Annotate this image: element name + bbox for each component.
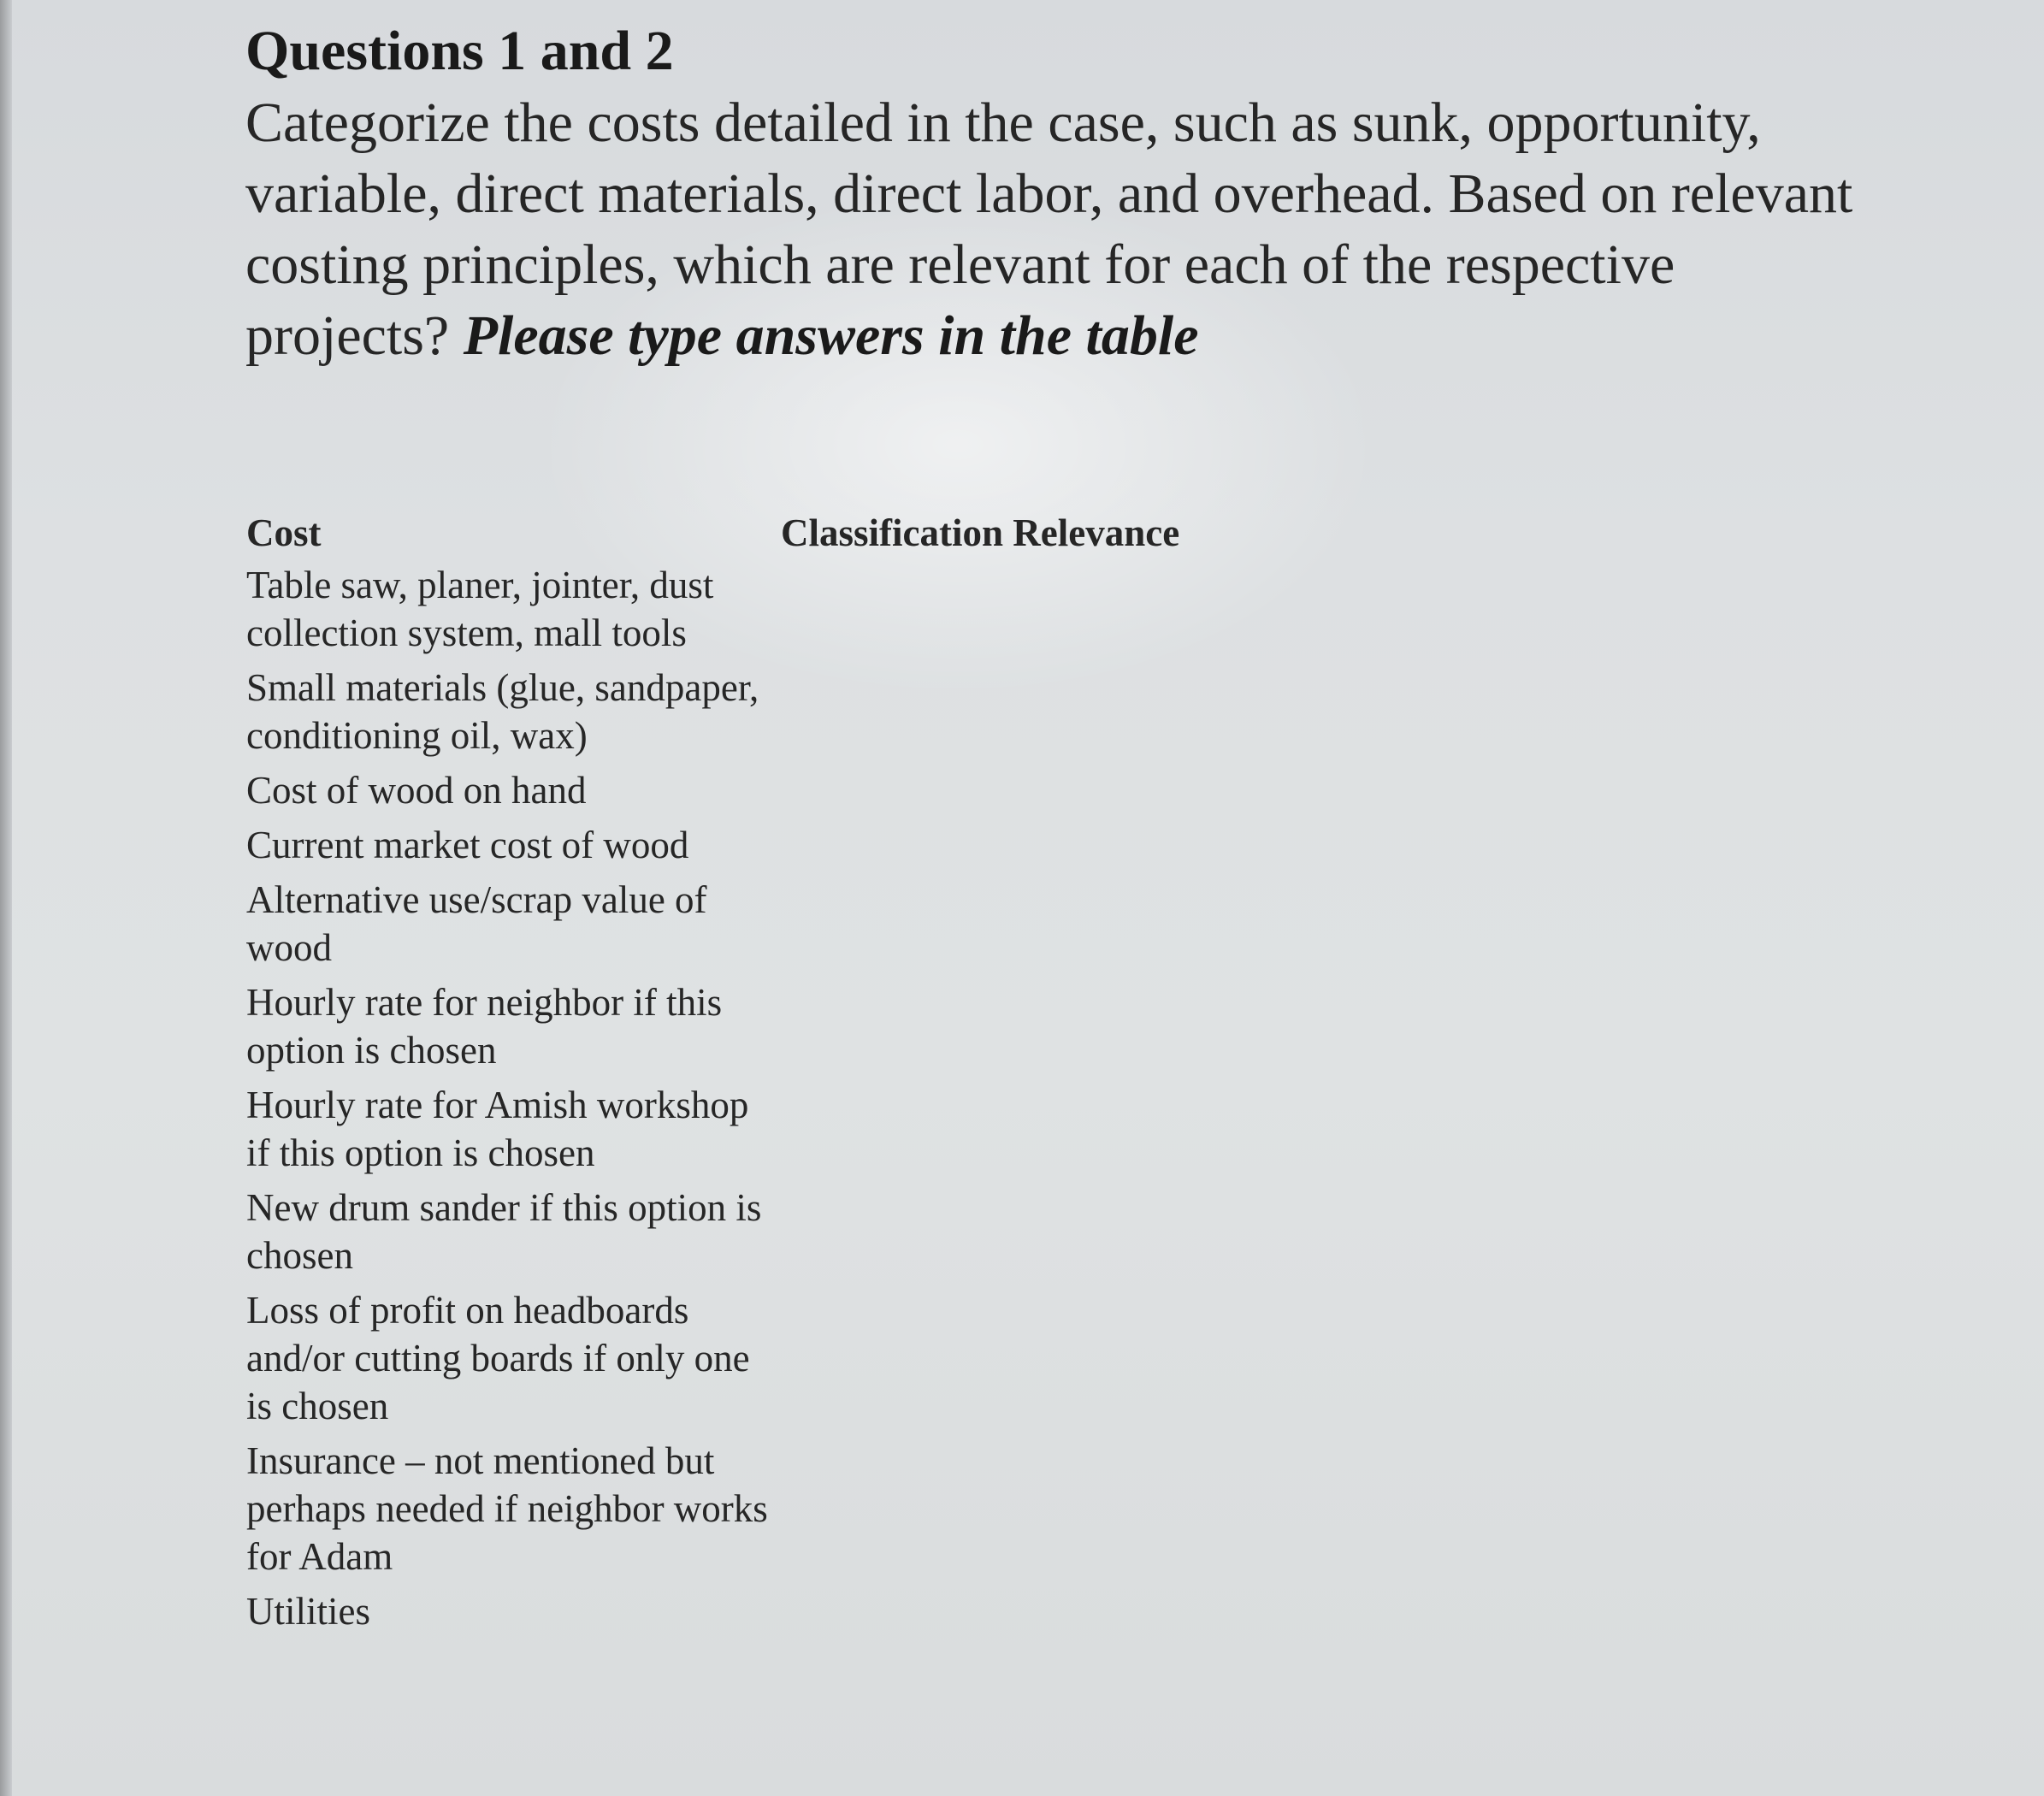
cost-cell: Table saw, planer, jointer, dust collection system, mall tools xyxy=(246,564,714,654)
table-row xyxy=(246,561,1358,657)
cost-cell: Cost of wood on hand xyxy=(246,769,587,812)
cost-cell: Utilities xyxy=(246,1590,370,1633)
table-row xyxy=(246,876,1358,972)
header-cost: Cost xyxy=(246,511,322,554)
classification-cell[interactable] xyxy=(768,664,1358,759)
cost-cell: Hourly rate for Amish workshop if this option is chosen xyxy=(246,1084,749,1174)
question-block xyxy=(245,15,1870,371)
table-row xyxy=(246,1184,1358,1279)
page-edge-shadow xyxy=(0,0,12,1796)
classification-cell[interactable] xyxy=(768,821,1358,869)
table-row xyxy=(246,1081,1358,1177)
table-row xyxy=(246,1437,1358,1580)
classification-cell[interactable] xyxy=(768,1081,1358,1177)
cost-cell: Small materials (glue, sandpaper, conditioning oil, wax) xyxy=(246,666,759,757)
classification-cell[interactable] xyxy=(768,1437,1358,1580)
table-body xyxy=(246,561,1358,1635)
table-row xyxy=(246,1286,1358,1430)
table-header xyxy=(246,510,1358,556)
cost-cell: Alternative use/scrap value of wood xyxy=(246,878,707,969)
cost-cell: New drum sander if this option is chosen xyxy=(246,1186,762,1277)
classification-cell[interactable] xyxy=(768,561,1358,657)
cost-cell: Current market cost of wood xyxy=(246,824,689,866)
table-row xyxy=(246,1587,1358,1635)
question-instruction: Please type answers in the table xyxy=(463,304,1199,367)
classification-cell[interactable] xyxy=(768,978,1358,1074)
table-row xyxy=(246,766,1358,814)
classification-cell[interactable] xyxy=(768,1587,1358,1635)
cost-cell: Hourly rate for neighbor if this option is chosen xyxy=(246,981,723,1072)
question-prompt xyxy=(245,87,1853,371)
cost-table xyxy=(246,510,1358,1642)
classification-cell[interactable] xyxy=(768,1184,1358,1279)
table-row xyxy=(246,664,1358,759)
question-prompt-text: Categorize the costs detailed in the case, such as sunk, opportunity, variable, direct materials, direct labor, and overhead. Based on relevant costing principles, which are relevant for each of the respective projects? xyxy=(245,92,1853,367)
classification-cell[interactable] xyxy=(768,876,1358,972)
classification-cell[interactable] xyxy=(768,766,1358,814)
header-classification-relevance: Classification Relevance xyxy=(781,511,1180,554)
cost-cell: Loss of profit on headboards and/or cutting boards if only one is chosen xyxy=(246,1289,750,1427)
table-row xyxy=(246,978,1358,1074)
question-title: Questions 1 and 2 xyxy=(245,20,674,82)
table-row xyxy=(246,821,1358,869)
classification-cell[interactable] xyxy=(768,1286,1358,1430)
cost-cell: Insurance – not mentioned but perhaps needed if neighbor works for Adam xyxy=(246,1439,768,1578)
